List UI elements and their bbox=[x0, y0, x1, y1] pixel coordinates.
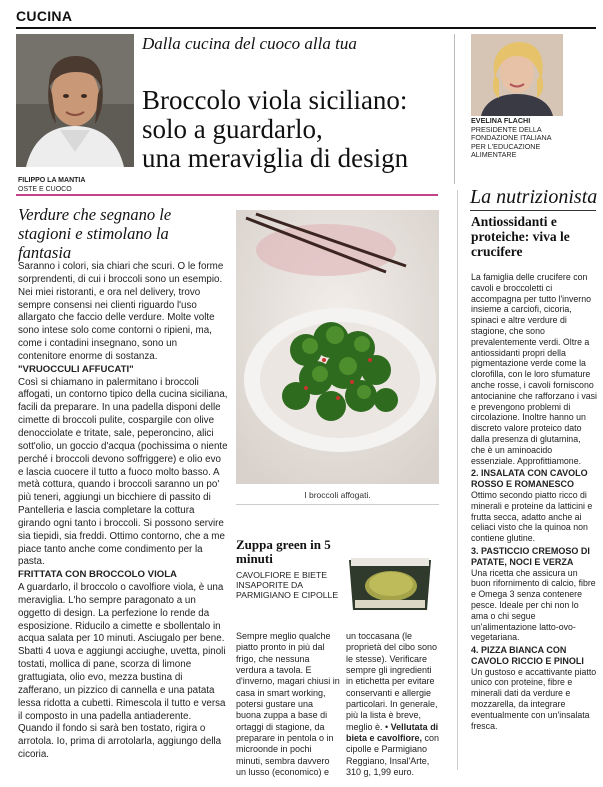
zuppa-text: con cipolle e Parmigiano Reggiano, Insal'Arte, 310 g, 1,99 euro. bbox=[346, 733, 440, 778]
nutritionist-rule bbox=[470, 210, 596, 211]
right-column-divider bbox=[457, 190, 458, 770]
kicker: Dalla cucina del cuoco alla tua bbox=[142, 34, 357, 53]
headline-line-1: Broccolo viola siciliano: bbox=[142, 85, 408, 115]
article-section-heading: "VRUOCCULI AFFUCATI" bbox=[18, 363, 134, 375]
accent-rule bbox=[16, 194, 438, 196]
broccoli-photo bbox=[236, 210, 439, 484]
expert-role: PRESIDENTE DELLA FONDAZIONE ITALIANA PER L'EDUCAZIONE ALIMENTARE bbox=[471, 124, 552, 160]
zuppa-text-col-2 bbox=[346, 631, 440, 778]
nutritionist-body bbox=[471, 272, 597, 731]
zuppa-text: un toccasana (le proprietà del cibo sono le stesse). Verificare sempre gli ingredienti in etichetta per evitare conservanti e allergie particolari. In generale, più la lista è breve, meglio è. • bbox=[346, 631, 438, 732]
article-section-heading: FRITTATA CON BROCCOLO VIOLA bbox=[18, 569, 177, 581]
headline bbox=[142, 86, 452, 173]
zuppa-text-col-1: Sempre meglio qualche piatto pronto in più dal frigo, che nessuna verdura a tavola. E d'inverno, magari chiusi in casa in smart working, potersi gustare una buona zuppa a base di ortaggi di stagione, da preparare in pentola o in microonde in pochi minuti, sembra davvero un lusso (economico) e bbox=[236, 631, 340, 778]
article-paragraph: Così si chiamano in palermitano i broccoli affogati, un contorno tipico della cucina siciliana, facili da preparare. In una padella disponi delle cimette di broccoli pulite, cospargile con olive denocciolate e tritate, sale, peperoncino, alici sott'olio, un goccio d'acqua (pochissima o niente perché i broccoli devono soffriggere) e olio evo e lascia cuocere il tutto a fuoco molto basso. A metà cottura, quando i broccoli saranno un po' più teneri, aggiungi un bicchiere di passito di Pantelleria e lascia completare la cottura girando ogni tanto i broccoli. Si possono servire sia tiepidi, sia freddi. Ottimo contorno, che a me piace tanto anche come condimento per la pasta. bbox=[18, 376, 228, 568]
recipe-text: Un gustoso e accattivante piatto unico con proteine, fibre e minerali dati da verdure e mozzarella, da integrare eventualmente con un'insalata fresca. bbox=[471, 666, 597, 731]
zuppa-title: Zuppa green in 5 minuti bbox=[236, 537, 331, 566]
expert-name: EVELINA FLACHI bbox=[471, 116, 531, 125]
photo-rule bbox=[236, 504, 439, 505]
article-paragraph: A guardarlo, il broccolo o cavolfiore viola, è una meraviglia. L'ho sempre paragonato a un oggetto di design. La perfezione lo rende da esposizione. Riducilo a cimette e sbollentalo in acqua salata per 10 minuti. Asciugalo per bene. Sbatti 4 uova e aggiungi acciughe, uvetta, pinoli tostati, mollica di pane, scorza di limone grattugiata, olio evo, mezza bustina di zafferano, un pizzico di cannella e una patata lessa ridotta a cubetti. Rimescola il tutto e versa il composto in una padella antiaderente. Quando il fondo si sarà ben tostato, rigira o arrotola. Io, prima di arrotolarla, aggiungo della cicoria. bbox=[18, 582, 226, 761]
article-body bbox=[18, 261, 228, 762]
soup-product-image bbox=[341, 540, 439, 620]
headline-line-2: solo a guardarlo, bbox=[142, 114, 323, 144]
headline-line-3: una meraviglia di design bbox=[142, 143, 409, 173]
recipe-title: 3. PASTICCIO CREMOSO DI PATATE, NOCI E VERZA bbox=[471, 545, 590, 567]
chef-portrait bbox=[16, 34, 134, 167]
expert-portrait bbox=[471, 34, 563, 116]
top-rule bbox=[16, 27, 596, 29]
chef-caption bbox=[18, 176, 85, 194]
nutritionist-headline: Antiossidanti e proteiche: viva le crucifere bbox=[471, 214, 570, 259]
zuppa-subtitle: CAVOLFIORE E BIETE INSAPORITE DA PARMIGIANO E CIPOLLE bbox=[236, 570, 339, 601]
section-label: CUCINA bbox=[16, 8, 73, 24]
zuppa-product-name: Vellutata di bieta e cavolfiore, bbox=[346, 721, 439, 744]
recipe-text: Una ricetta che assicura un buon rifornimento di calcio, fibre e Omega 3 senza contenere pesce. Ideale per chi non lo ama o chi segue un'alimentazione latto-ovo-vegetariana. bbox=[471, 567, 596, 643]
article-subhead: Verdure che segnano le stagioni e stimolano la fantasia bbox=[18, 205, 172, 262]
recipe-text: Ottimo secondo piatto ricco di minerali e proteine da latticini e frutta secca, adatto anche ai celiaci visto che la quinoa non contiene glutine. bbox=[471, 489, 593, 544]
chef-role: OSTE E CUOCO bbox=[18, 186, 72, 193]
recipe-title: 2. INSALATA CON CAVOLO ROSSO E ROMANESCO bbox=[471, 468, 588, 490]
nutritionist-title: La nutrizionista bbox=[470, 186, 598, 208]
nutritionist-intro: La famiglia delle crucifere con cavoli e broccoletti ci accompagna per tutto l'inverno insieme a carciofi, cicoria, spinaci e altre verdure di stagione, che sono prevalentemente verdi. Oltre a antiossidanti propri della pigmentazione verde come la clorofilla, con le loro sfumature anche rosse, i cavoli forniscono antocianine che rafforzano i vasi e prevengono problemi di circolazione. Inoltre hanno un discreto valore proteico dato dalla presenza di glutamina, che è un aminoacido essenziale. Approfittiamone. bbox=[471, 272, 598, 466]
chef-name: FILIPPO LA MANTIA bbox=[18, 177, 86, 184]
article-paragraph: Saranno i colori, sia chiari che scuri. O le forme sorprendenti, di cui i broccoli sono un esempio. Nei miei ristoranti, e ora nel delivery, trovo sempre consensi nei clienti riguardo l'uso allargato che faccio delle verdure. Molte volte sono intese solo come contorni o ripieni, ma, come i contadini insegnano, sono un contenitore enorme di sostanza. bbox=[18, 261, 224, 362]
expert-caption bbox=[471, 117, 567, 160]
recipe-title: 4. PIZZA BIANCA CON CAVOLO RICCIO E PINOLI bbox=[471, 645, 584, 666]
column-divider bbox=[454, 34, 455, 184]
photo-caption: I broccoli affogati. bbox=[304, 490, 371, 500]
